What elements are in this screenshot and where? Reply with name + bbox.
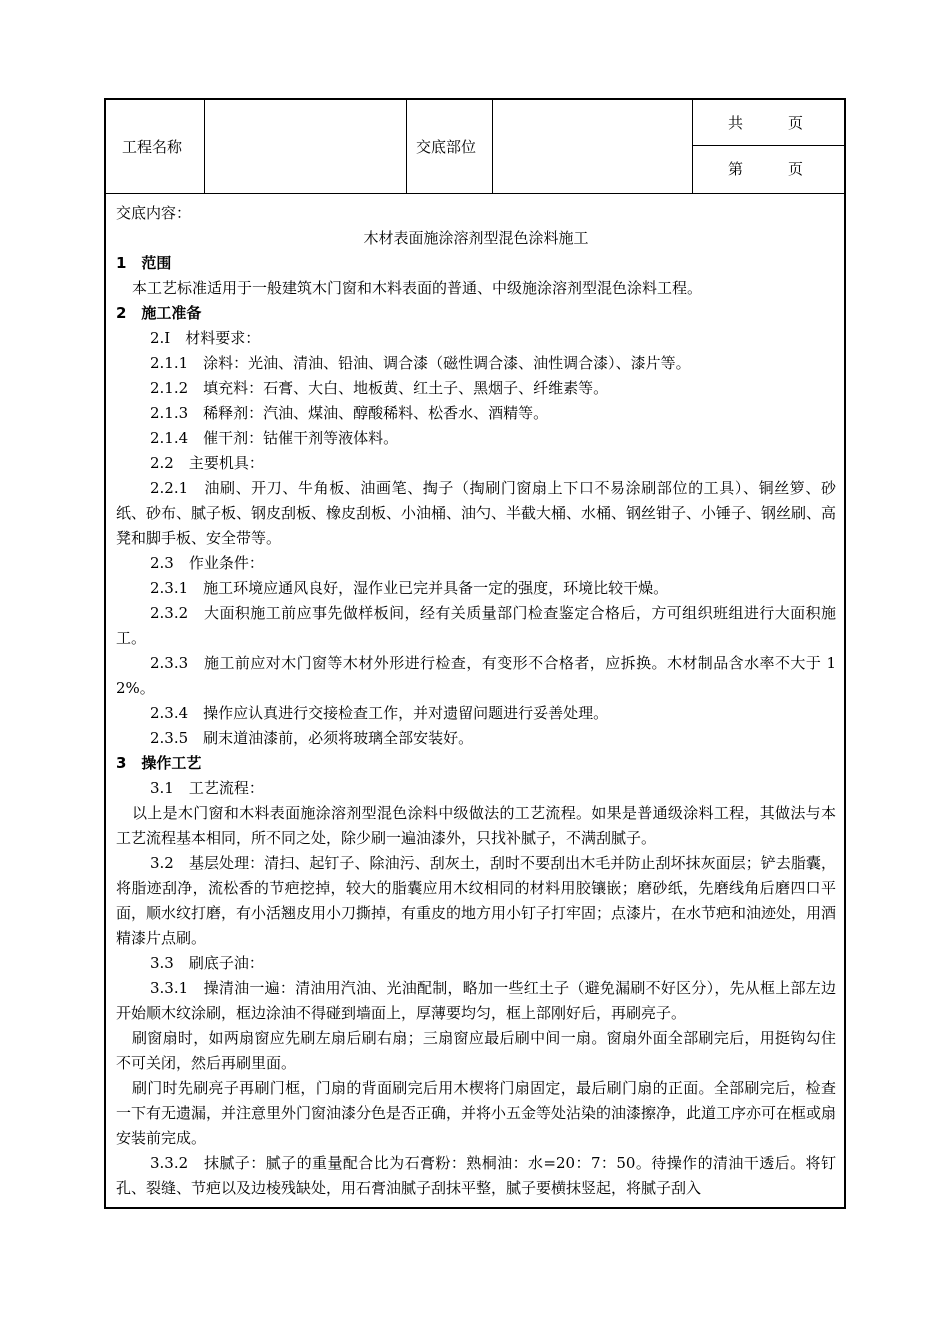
list-item: 2.3.4 操作应认真进行交接检查工作，并对遗留问题进行妥善处理。 [150,704,609,722]
subsection-heading: 2.Ⅰ 材料要求： [150,329,261,347]
section-heading: 3 操作工艺 [116,754,202,772]
list-item: 2.1.3 稀释剂：汽油、煤油、醇酸稀料、松香水、酒精等。 [150,404,549,422]
paragraph: 以上是木门窗和木料表面施涂溶剂型混色涂料中级做法的工艺流程。如果是普通级涂料工程，其做法与本工艺流程基本相同，所不同之处，除少刷一遍油漆外，只找补腻子，不满刮腻子。 [116,804,836,847]
paragraph: 刷窗扇时，如两扇窗应先刷左扇后刷右扇；三扇窗应最后刷中间一扇。窗扇外面全部刷完后，用挺钩勾住不可关闭，然后再刷里面。 [116,1029,836,1072]
paragraph: 刷门时先刷亮子再刷门框，门扇的背面刷完后用木楔将门扇固定，最后刷门扇的正面。全部刷完后，检查一下有无遗漏，并注意里外门窗油漆分色是否正确，并将小五金等处沾染的油漆擦净，此道工序亦可在框或扇安装前完成。 [116,1079,837,1147]
handover-form [104,98,846,1209]
form-header [106,100,844,194]
list-item: 2.1.1 涂料：光油、清油、铅油、调合漆（磁性调合漆、油性调合漆）、漆片等。 [150,354,691,372]
header-divider [692,145,844,146]
paragraph: 2.3.3 施工前应对木门窗等木材外形进行检查，有变形不合格者，应拆换。木材制品含水率不大于 12%。 [116,654,836,697]
page-number-label: 第 页 [728,160,804,178]
paragraph: 3.3.1 操清油一遍：清油用汽油、光油配制，略加一些红土子（避免漏刷不好区分），先从框上部左边开始顺木纹涂刷，框边涂油不得碰到墙面上，厚薄要均匀，框上部刚好后，再刷亮子。 [116,979,836,1022]
subsection-heading: 2.3 作业条件： [150,554,264,572]
document-title: 木材表面施涂溶剂型混色涂料施工 [363,229,589,247]
paragraph: 2.2.1 油刷、开刀、牛角板、油画笔、掏子（掏刷门窗扇上下口不易涂刷部位的工具）、铜丝箩、砂纸、砂布、腻子板、钢皮刮板、橡皮刮板、小油桶、油勺、半截大桶、水桶、钢丝钳子、小锤子、钢丝刷、高凳和脚手板、安全带等。 [116,479,837,547]
project-name-field[interactable] [205,100,405,193]
header-divider [406,100,407,193]
list-item: 2.3.5 刷末道油漆前，必须将玻璃全部安装好。 [150,729,474,747]
list-item: 2.1.2 填充料：石膏、大白、地板黄、红土子、黑烟子、纤维素等。 [150,379,609,397]
subsection-heading: 3.3 刷底子油： [150,954,264,972]
handover-content [106,193,844,1201]
total-pages-label: 共 页 [728,114,804,132]
header-divider [692,100,693,193]
paragraph: 3.2 基层处理：清扫、起钉子、除油污、刮灰土，刮时不要刮出木毛并防止刮坏抹灰面层；铲去脂囊，将脂迹刮净，流松香的节疤挖掉，较大的脂囊应用木纹相同的材料用胶镶嵌；磨砂纸，先磨线角后磨四口平面，顺水纹打磨，有小活翘皮用小刀撕掉，有重皮的地方用小钉子打牢固；点漆片，在水节疤和油迹处，用酒精漆片点刷。 [116,854,837,947]
content-label: 交底内容： [116,204,192,222]
subsection-heading: 3.1 工艺流程： [150,779,264,797]
handover-part-label: 交底部位 [416,138,477,156]
section-heading: 2 施工准备 [116,304,202,322]
paragraph: 3.3.2 抹腻子：腻子的重量配合比为石膏粉：熟桐油：水=20：7：50。待操作的清油干透后。将钉孔、裂缝、节疤以及边棱残缺处，用石膏油腻子刮抹平整，腻子要横抹竖起，将腻子刮入 [116,1154,836,1197]
list-item: 2.1.4 催干剂：钴催干剂等液体料。 [150,429,399,447]
paragraph: 2.3.2 大面积施工前应事先做样板间，经有关质量部门检查鉴定合格后，方可组织班组进行大面积施工。 [116,604,836,647]
paragraph: 本工艺标准适用于一般建筑木门窗和木料表面的普通、中级施涂溶剂型混色涂料工程。 [132,279,703,297]
section-heading: 1 范围 [116,254,172,272]
subsection-heading: 2.2 主要机具： [150,454,264,472]
project-name-label: 工程名称 [122,138,183,156]
handover-part-field[interactable] [493,100,691,193]
list-item: 2.3.1 施工环境应通风良好，湿作业已完并具备一定的强度，环境比较干燥。 [150,579,669,597]
